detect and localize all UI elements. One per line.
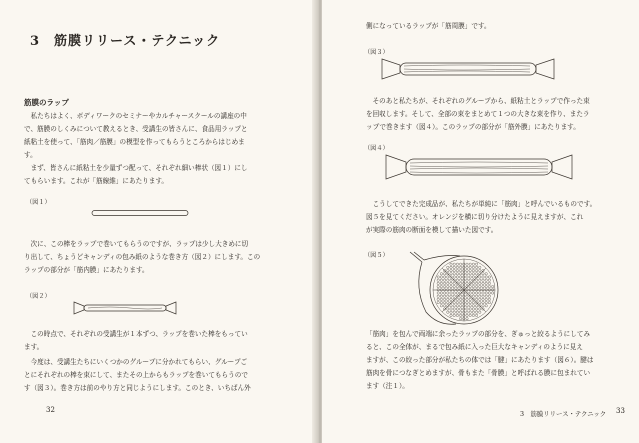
fiber-dot xyxy=(437,301,439,303)
fiber-dot xyxy=(472,282,474,284)
fiber-dot xyxy=(472,301,474,303)
fiber-dot xyxy=(459,273,461,275)
body-line: り出して、ちょうどキャンディの包み紙のような巻き方（図２）にします。この xyxy=(24,253,261,261)
fiber-dot xyxy=(437,276,439,278)
fiber-dot xyxy=(469,276,471,278)
fiber-dot xyxy=(472,263,474,265)
fiber-dot xyxy=(466,295,468,297)
fiber-dot xyxy=(485,282,487,284)
fiber-dot xyxy=(475,266,477,268)
fiber-dot xyxy=(469,269,471,271)
fiber-dot xyxy=(479,308,481,310)
fiber-dot xyxy=(440,285,442,287)
body-line: そのあと私たちが、それぞれのグループから、紙粘土とラップで作った束 xyxy=(366,97,590,105)
fiber-dot xyxy=(459,269,461,271)
figure-2-label: （図２） xyxy=(26,293,51,300)
fiber-dot xyxy=(450,269,452,271)
fiber-dot xyxy=(447,305,449,307)
fiber-dot xyxy=(479,292,481,294)
fiber-dot xyxy=(475,269,477,271)
fiber-dot xyxy=(469,305,471,307)
fiber-dot xyxy=(469,263,471,265)
fiber-dot xyxy=(488,298,490,300)
fiber-dot xyxy=(479,269,481,271)
fiber-dot xyxy=(437,282,439,284)
body-line: こうしてできた完成品が、私たちが単純に「筋肉」と呼んでいるものです。 xyxy=(366,200,597,208)
body-line: を回収します。そして、全部の束をまとめて１つの大きな束を作り、またラ xyxy=(366,110,590,118)
fiber-dot xyxy=(485,295,487,297)
fiber-dot xyxy=(469,308,471,310)
fiber-dot xyxy=(459,314,461,316)
fiber-dot xyxy=(475,295,477,297)
figure-5-label: （図５） xyxy=(364,252,389,259)
figure-1-clay-rod xyxy=(90,208,190,218)
fiber-dot xyxy=(437,292,439,294)
fiber-dot xyxy=(443,295,445,297)
body-line: す。 xyxy=(24,151,37,159)
figure-3-label: （図３） xyxy=(364,49,389,56)
fiber-dot xyxy=(472,279,474,281)
fiber-dot xyxy=(447,298,449,300)
fiber-dot xyxy=(456,279,458,281)
fiber-dot xyxy=(459,292,461,294)
fiber-dot xyxy=(440,301,442,303)
fiber-dot xyxy=(450,311,452,313)
fiber-dot xyxy=(453,292,455,294)
body-line: 「筋肉」を包んで両端に余ったラップの部分を、ぎゅっと絞るようにしてみ xyxy=(366,330,591,338)
fiber-dot xyxy=(479,285,481,287)
figure-2-wrapped-rod xyxy=(70,299,180,317)
fiber-dot xyxy=(456,273,458,275)
fiber-dot xyxy=(491,285,493,287)
body-line: ます。 xyxy=(24,343,44,351)
fiber-dot xyxy=(485,301,487,303)
fiber-dot xyxy=(440,276,442,278)
figure-1-label: （図１） xyxy=(26,199,51,206)
fiber-dot xyxy=(459,276,461,278)
fiber-dot xyxy=(450,273,452,275)
fiber-dot xyxy=(450,314,452,316)
fiber-dot xyxy=(469,282,471,284)
fiber-dot xyxy=(469,273,471,275)
fiber-dot xyxy=(475,314,477,316)
fiber-dot xyxy=(479,301,481,303)
fiber-dot xyxy=(466,269,468,271)
figure-3-bundled-rods xyxy=(380,56,556,82)
body-line: ますが、この絞った部分が私たちの体では「腱」にあたります（図６）。腱は xyxy=(366,356,594,364)
fiber-dot xyxy=(466,282,468,284)
fiber-dot xyxy=(475,292,477,294)
fiber-dot xyxy=(447,308,449,310)
fiber-dot xyxy=(482,279,484,281)
fiber-dot xyxy=(469,314,471,316)
fiber-dot xyxy=(472,305,474,307)
fiber-dot xyxy=(453,263,455,265)
fiber-dot xyxy=(450,295,452,297)
fiber-dot xyxy=(472,308,474,310)
fiber-dot xyxy=(466,311,468,313)
body-line: 私たちはよく、ボディワークのセミナーやカルチャースクールの講座の中 xyxy=(24,112,247,120)
fiber-dot xyxy=(472,266,474,268)
fiber-dot xyxy=(475,273,477,275)
fiber-dot xyxy=(443,276,445,278)
fiber-dot xyxy=(450,298,452,300)
fiber-dot xyxy=(447,282,449,284)
fiber-dot xyxy=(450,308,452,310)
fiber-dot xyxy=(479,295,481,297)
fiber-dot xyxy=(459,295,461,297)
fiber-dot xyxy=(453,276,455,278)
body-line: とにそれぞれの棒を束にして、またその上からもラップを巻いてもらうので xyxy=(24,371,248,379)
fiber-dot xyxy=(479,279,481,281)
fiber-dot xyxy=(466,263,468,265)
fiber-dot xyxy=(472,276,474,278)
fiber-dot xyxy=(456,308,458,310)
fiber-dot xyxy=(485,298,487,300)
fiber-dot xyxy=(466,301,468,303)
body-line: ップで巻きます（図４）。このラップの部分が「筋外膜」にあたります。 xyxy=(366,123,580,131)
figure-4-large-bundle xyxy=(384,153,574,181)
fiber-dot xyxy=(459,308,461,310)
fiber-dot xyxy=(440,295,442,297)
fiber-dot xyxy=(459,266,461,268)
fiber-dot xyxy=(475,263,477,265)
fiber-dot xyxy=(488,295,490,297)
fiber-dot xyxy=(472,273,474,275)
fiber-dot xyxy=(456,285,458,287)
fiber-dot xyxy=(450,305,452,307)
body-line: 次に、この棒をラップで巻いてもらうのですが、ラップは少し大きめに切 xyxy=(24,240,249,248)
body-line: この時点で、それぞれの受講生が１本ずつ、ラップを巻いた棒をもってい xyxy=(24,330,248,338)
body-line: 側になっているラップが「筋周膜」です。 xyxy=(366,22,491,30)
fiber-dot xyxy=(488,301,490,303)
fiber-dot xyxy=(488,279,490,281)
fiber-dot xyxy=(479,298,481,300)
fiber-dot xyxy=(459,311,461,313)
fiber-dot xyxy=(466,276,468,278)
fiber-dot xyxy=(453,295,455,297)
body-line: 紙粘土を使って、「筋肉／筋膜」の模型を作ってもらうところからはじめま xyxy=(24,138,245,146)
fiber-dot xyxy=(447,269,449,271)
fiber-dot xyxy=(482,301,484,303)
fiber-dot xyxy=(456,314,458,316)
fiber-dot xyxy=(453,266,455,268)
right-page xyxy=(322,0,639,443)
body-line: で、筋膜のしくみについて教えるとき、受講生の皆さんに、食品用ラップと xyxy=(24,125,248,133)
fiber-dot xyxy=(482,282,484,284)
fiber-dot xyxy=(440,279,442,281)
fiber-dot xyxy=(466,317,468,319)
fiber-dot xyxy=(459,298,461,300)
fiber-dot xyxy=(485,292,487,294)
fiber-dot xyxy=(485,273,487,275)
fiber-dot xyxy=(472,314,474,316)
left-page xyxy=(0,0,318,443)
fiber-dot xyxy=(459,279,461,281)
fiber-dot xyxy=(475,298,477,300)
fiber-dot xyxy=(475,308,477,310)
fiber-dot xyxy=(485,279,487,281)
fiber-dot xyxy=(443,282,445,284)
fiber-dot xyxy=(447,292,449,294)
fiber-dot xyxy=(440,292,442,294)
running-head: 3 筋膜リリース・テクニック xyxy=(520,410,607,418)
fiber-dot xyxy=(469,285,471,287)
fiber-dot xyxy=(485,305,487,307)
fiber-dot xyxy=(443,279,445,281)
fiber-dot xyxy=(475,279,477,281)
fiber-dot xyxy=(440,282,442,284)
fiber-dot xyxy=(447,311,449,313)
fiber-dot xyxy=(453,314,455,316)
fiber-dot xyxy=(472,285,474,287)
fiber-dot xyxy=(453,273,455,275)
body-line: 筋肉を骨につなぎとめますが、骨もまた「骨膜」と呼ばれる膜に包まれてい xyxy=(366,369,591,377)
fiber-dot xyxy=(456,266,458,268)
fiber-dot xyxy=(479,276,481,278)
fiber-dot xyxy=(469,311,471,313)
fiber-dot xyxy=(459,263,461,265)
body-line: 図５を見てください。オレンジを横に切り分けたように見えますが、これ xyxy=(366,213,584,221)
fiber-dot xyxy=(466,266,468,268)
fiber-dot xyxy=(450,301,452,303)
fiber-dot xyxy=(459,282,461,284)
fiber-dot xyxy=(443,298,445,300)
fiber-dot xyxy=(456,269,458,271)
fiber-dot xyxy=(482,298,484,300)
fiber-dot xyxy=(453,285,455,287)
fiber-dot xyxy=(447,276,449,278)
fiber-dot xyxy=(447,295,449,297)
fiber-dot xyxy=(456,295,458,297)
fiber-dot xyxy=(447,301,449,303)
fiber-dot xyxy=(488,292,490,294)
fiber-dot xyxy=(437,285,439,287)
fiber-dot xyxy=(482,273,484,275)
body-line: 今度は、受講生たちにいくつかのグループに分かれてもらい、グループご xyxy=(24,358,248,366)
fiber-dot xyxy=(456,276,458,278)
figure-4-label: （図４） xyxy=(364,145,389,152)
fiber-dot xyxy=(450,266,452,268)
fiber-dot xyxy=(450,282,452,284)
body-line: す（図３）。巻き方は前のやり方と同じようにします。このとき、いちばん外 xyxy=(24,384,251,392)
fiber-dot xyxy=(447,266,449,268)
fiber-dot xyxy=(443,285,445,287)
fiber-dot xyxy=(482,295,484,297)
fiber-dot xyxy=(453,311,455,313)
body-line: てもらいます。これが「筋線維」にあたります。 xyxy=(24,177,169,185)
fiber-dot xyxy=(475,282,477,284)
fiber-dot xyxy=(469,298,471,300)
fiber-dot xyxy=(482,269,484,271)
fiber-dot xyxy=(450,279,452,281)
fiber-dot xyxy=(453,301,455,303)
page-number-right: 33 xyxy=(616,407,625,415)
figure-5-muscle-cross-section xyxy=(404,248,514,330)
fiber-dot xyxy=(443,308,445,310)
fiber-dot xyxy=(450,263,452,265)
fiber-dot xyxy=(437,298,439,300)
fiber-dot xyxy=(469,279,471,281)
body-line: ます（注１）。 xyxy=(366,382,409,390)
fiber-dot xyxy=(472,295,474,297)
fiber-dot xyxy=(475,276,477,278)
fiber-dot xyxy=(488,282,490,284)
fiber-dot xyxy=(440,273,442,275)
fiber-dot xyxy=(472,269,474,271)
fiber-dot xyxy=(443,273,445,275)
fiber-dot xyxy=(437,295,439,297)
fiber-dot xyxy=(469,292,471,294)
fiber-dot xyxy=(466,279,468,281)
fiber-dot xyxy=(450,285,452,287)
fiber-dot xyxy=(488,276,490,278)
fiber-dot xyxy=(469,266,471,268)
fiber-dot xyxy=(466,285,468,287)
fiber-dot xyxy=(488,285,490,287)
fiber-dot xyxy=(466,308,468,310)
fiber-dot xyxy=(443,292,445,294)
fiber-dot xyxy=(485,285,487,287)
fiber-dot xyxy=(475,285,477,287)
fiber-dot xyxy=(456,298,458,300)
fiber-dot xyxy=(459,305,461,307)
fiber-dot xyxy=(459,317,461,319)
fiber-dot xyxy=(456,311,458,313)
fiber-dot xyxy=(466,314,468,316)
fiber-dot xyxy=(456,263,458,265)
fiber-dot xyxy=(453,305,455,307)
fiber-dot xyxy=(440,298,442,300)
fiber-dot xyxy=(466,273,468,275)
fiber-dot xyxy=(475,311,477,313)
fiber-dot xyxy=(475,305,477,307)
fiber-dot xyxy=(482,292,484,294)
fiber-dot xyxy=(491,292,493,294)
fiber-dot xyxy=(443,301,445,303)
body-line: ると、この全体が、まるで包み紙に入った巨大なキャンディのように見え xyxy=(366,343,583,351)
chapter-title: 3 筋膜リリース・テクニック xyxy=(30,34,221,49)
fiber-dot xyxy=(443,305,445,307)
fiber-dot xyxy=(479,266,481,268)
fiber-dot xyxy=(453,282,455,284)
fiber-dot xyxy=(472,311,474,313)
fiber-dot xyxy=(459,301,461,303)
fiber-dot xyxy=(466,305,468,307)
fiber-dot xyxy=(479,311,481,313)
fiber-dot xyxy=(437,279,439,281)
fiber-dot xyxy=(466,298,468,300)
fiber-dot xyxy=(453,269,455,271)
fiber-dot xyxy=(440,305,442,307)
fiber-dot xyxy=(456,301,458,303)
fiber-dot xyxy=(479,282,481,284)
fiber-dot xyxy=(453,308,455,310)
fiber-dot xyxy=(447,285,449,287)
page-number-left: 32 xyxy=(46,406,55,414)
fiber-dot xyxy=(482,285,484,287)
fiber-dot xyxy=(469,301,471,303)
fiber-dot xyxy=(453,298,455,300)
fiber-dot xyxy=(482,276,484,278)
fiber-dot xyxy=(447,279,449,281)
fiber-dot xyxy=(479,273,481,275)
body-line: まず、皆さんに紙粘土を少量ずつ配って、それぞれ細い棒状（図１）にし xyxy=(24,164,248,172)
fiber-dot xyxy=(472,292,474,294)
fiber-dot xyxy=(485,276,487,278)
fiber-dot xyxy=(482,305,484,307)
section-heading: 筋膜のラップ xyxy=(24,98,69,107)
fiber-dot xyxy=(456,305,458,307)
fiber-dot xyxy=(450,292,452,294)
body-line: が実際の筋肉の断面を模して描いた図です。 xyxy=(366,226,498,234)
body-line: ラップの部分が「筋内膜」にあたります。 xyxy=(24,266,149,274)
fiber-dot xyxy=(456,292,458,294)
